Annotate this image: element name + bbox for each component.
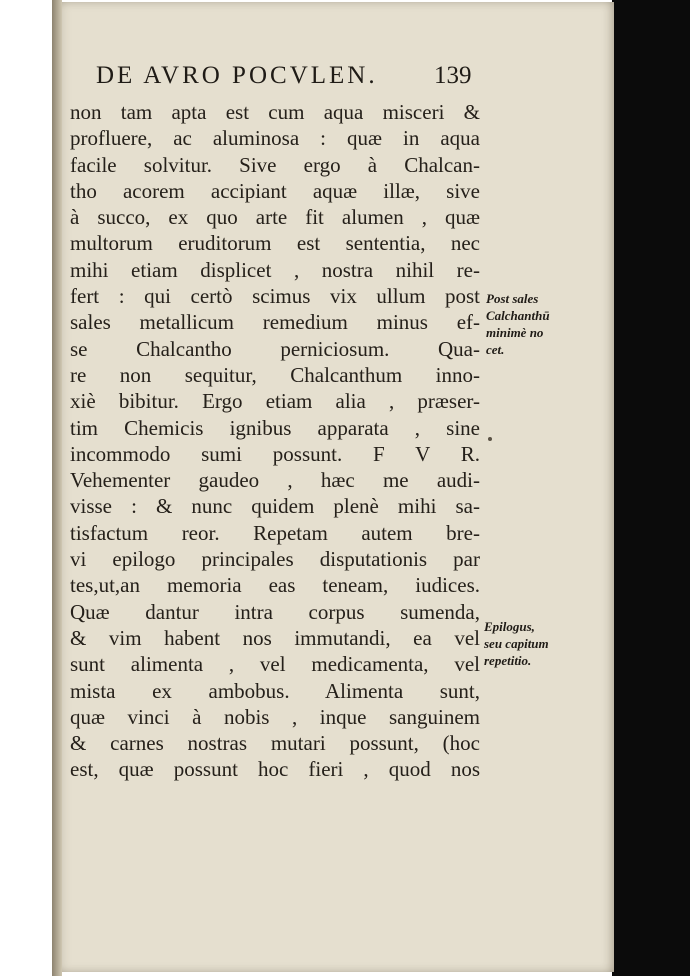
margin-note-line: cet.: [486, 342, 505, 357]
text-line: profluere, ac aluminosa : quæ in aqua: [70, 126, 480, 151]
page-number: 139: [434, 62, 472, 89]
body-text: [70, 99, 480, 783]
margin-note-line: seu capitum: [484, 636, 549, 651]
text-line: tho acorem accipiant aquæ illæ, sive: [70, 178, 480, 203]
text-line: mihi etiam displicet , nostra nihil re-: [70, 257, 480, 282]
ink-speck: [488, 437, 492, 441]
margin-note-post-sales: [486, 290, 550, 358]
text-line: quæ vinci à nobis , inque sanguinem: [70, 704, 480, 729]
margin-note-line: repetitio.: [484, 653, 532, 668]
text-line: tes,ut,an memoria eas teneam, iudices.: [70, 573, 480, 598]
text-line: & carnes nostras mutari possunt, (hoc: [70, 731, 480, 756]
page-gutter: [52, 0, 62, 976]
scan-background: [612, 0, 690, 976]
text-line: sunt alimenta , vel medicamenta, vel: [70, 652, 480, 677]
text-line: non tam apta est cum aqua misceri &: [70, 100, 480, 124]
margin-note-line: Calchanthū: [486, 308, 550, 323]
text-line: multorum eruditorum est sententia, nec: [70, 231, 480, 256]
text-line: est, quæ possunt hoc fieri , quod nos: [70, 757, 480, 782]
margin-note-line: minimè no: [486, 325, 544, 340]
text-line: fert : qui certò scimus vix ullum post: [70, 284, 480, 309]
text-line: xiè bibitur. Ergo etiam alia , præser-: [70, 389, 480, 414]
text-line: mista ex ambobus. Alimenta sunt,: [70, 678, 480, 703]
text-line: re non sequitur, Chalcanthum inno-: [70, 362, 480, 387]
text-line: à succo, ex quo arte fit alumen , quæ: [70, 205, 480, 230]
text-line: & vim habent nos immutandi, ea vel: [70, 625, 480, 650]
margin-note-line: Post sales: [486, 291, 539, 306]
text-line: visse : & nunc quidem plenè mihi sa-: [70, 494, 480, 519]
text-line: se Chalcantho perniciosum. Qua-: [70, 336, 480, 361]
margin-note-line: Epilogus,: [484, 619, 535, 634]
text-line: facile solvitur. Sive ergo à Chalcan-: [70, 152, 480, 177]
text-line: tisfactum reor. Repetam autem bre-: [70, 520, 480, 545]
running-head: DE AVRO POCVLEN.: [96, 62, 378, 89]
text-line: Vehementer gaudeo , hæc me audi-: [70, 468, 480, 493]
text-line: tim Chemicis ignibus apparata , sine: [70, 415, 480, 440]
text-line: Quæ dantur intra corpus sumenda,: [70, 599, 480, 624]
text-line: incommodo sumi possunt. F V R.: [70, 441, 480, 466]
text-line: vi epilogo principales disputationis par: [70, 547, 480, 572]
text-line: sales metallicum remedium minus ef-: [70, 310, 480, 335]
margin-note-epilogus: [484, 618, 549, 669]
